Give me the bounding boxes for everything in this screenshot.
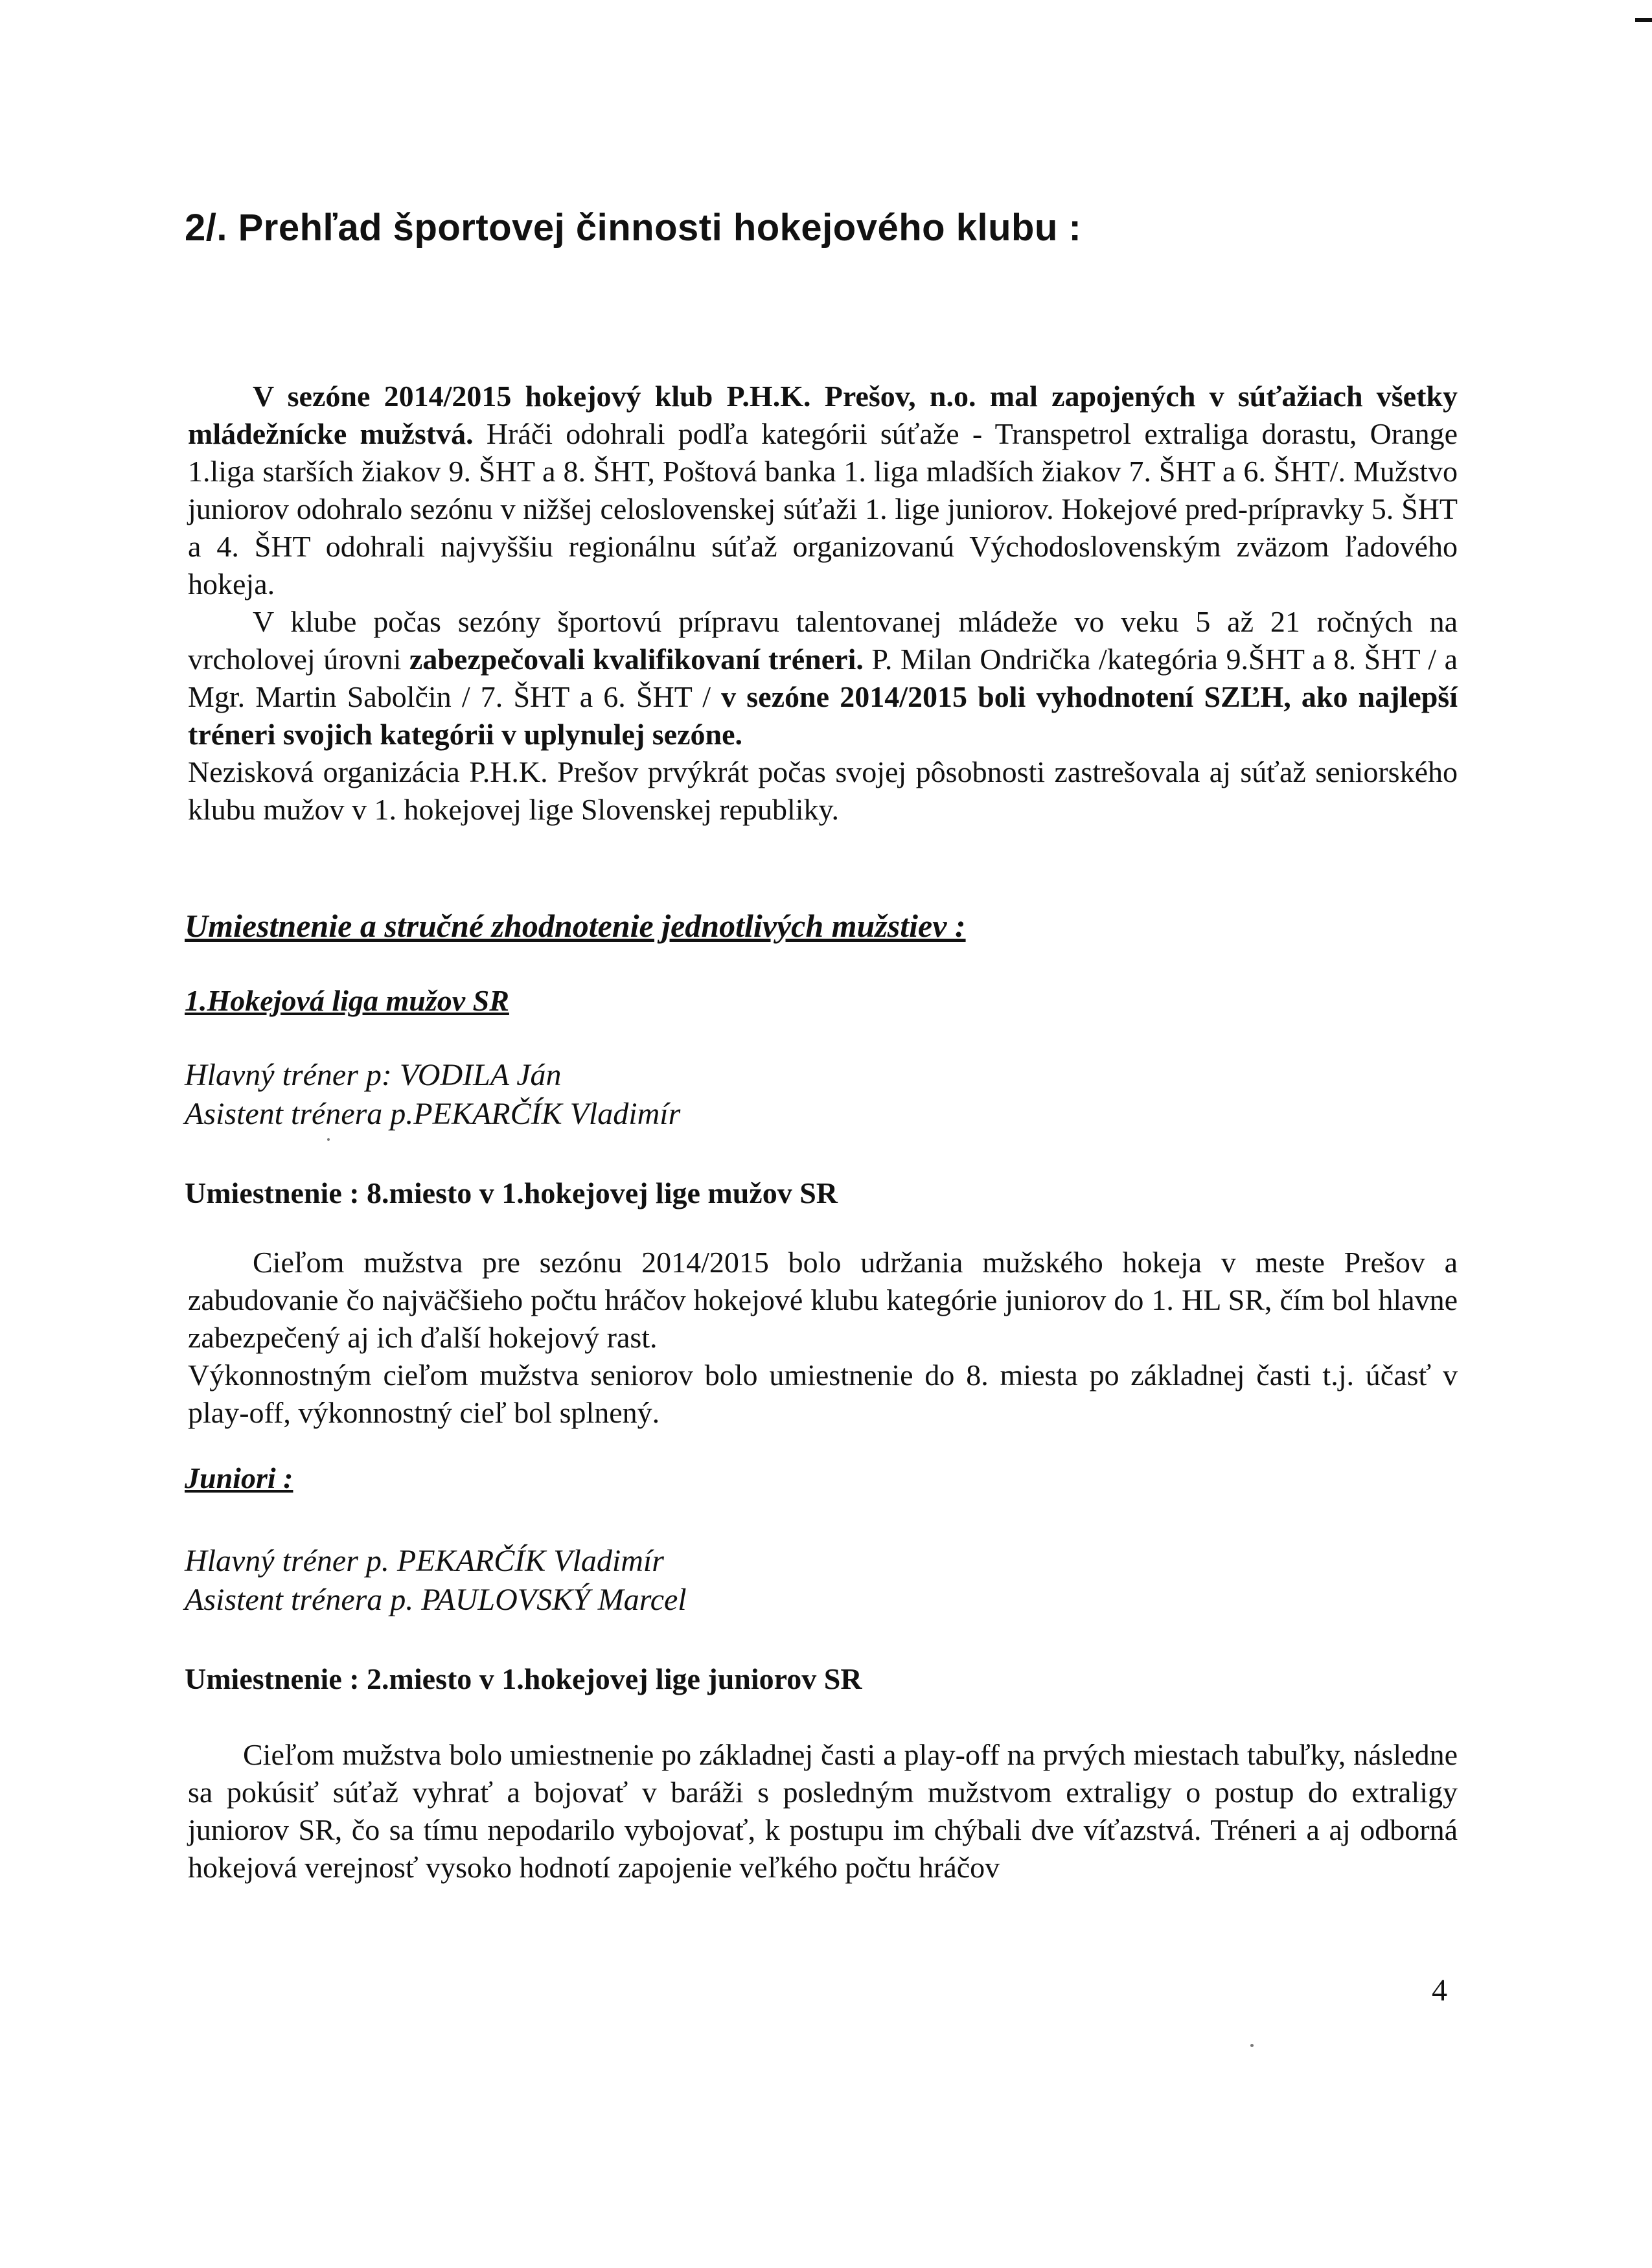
- scan-edge-mark: [1635, 18, 1652, 22]
- intro-paragraph-1: [188, 378, 1458, 603]
- men-staff: [185, 1056, 680, 1134]
- men-paragraph-1: Cieľom mužstva pre sezónu 2014/2015 bolo udržania mužského hokeja v meste Prešov a zabudovanie čo najväčšieho počtu hráčov hokejové klubu kategórie juniorov do 1. HL SR, čím bol hlavne zabezpečený aj ich ďalší hokejový rast.: [188, 1246, 1458, 1354]
- men-paragraph-2: Výkonnostným cieľom mužstva seniorov bolo umiestnenie do 8. miesta po základnej časti t.j. účasť v play-off, výkonnostný cieľ bol splnený.: [188, 1358, 1458, 1429]
- juniors-placement: Umiestnenie : 2.miesto v 1.hokejovej lige juniorov SR: [185, 1662, 862, 1695]
- juniors-paragraph-1: Cieľom mužstva bolo umiestnenie po základnej časti a play-off na prvých miestach tabuľky, následne sa pokúsiť súťaž vyhrať a bojovať v baráži s posledným mužstvom extraligy o postup do extraligy juniorov SR, čo sa tímu nepodarilo vybojovať, k postupu im chýbali dve víťazstvá. Tréneri a aj odborná hokejová verejnosť vysoko hodnotí zapojenie veľkého počtu hráčov: [188, 1738, 1458, 1884]
- men-evaluation: [188, 1244, 1458, 1432]
- intro-p2-c: P. Milan Ondrička /kategória 9.ŠHT a 8. ŠHT / a Mgr. Martin Sabolčin / 7. ŠHT a 6. ŠHT /: [188, 643, 1458, 713]
- juniors-assistant-coach: Asistent trénera p. PAULOVSKÝ Marcel: [185, 1583, 687, 1617]
- scan-speck: [1250, 2044, 1254, 2047]
- intro-p2-d: v sezóne 2014/2015 boli vyhodnotení SZĽH, ako najlepší tréneri svojich kategórii v uplynulej sezóne.: [188, 680, 1458, 751]
- men-head-coach: Hlavný tréner p: VODILA Ján: [185, 1058, 562, 1092]
- juniors-evaluation: [188, 1736, 1458, 1886]
- intro-block: [188, 378, 1458, 829]
- intro-paragraph-2: [188, 603, 1458, 753]
- intro-p2-a: V klube počas sezóny športovú prípravu talentovanej mládeže vo veku 5 až 21 ročných na vrcholovej úrovni: [188, 605, 1458, 676]
- teams-heading: Umiestnenie a stručné zhodnotenie jednotlivých mužstiev :: [185, 908, 966, 944]
- intro-paragraph-3: Nezisková organizácia P.H.K. Prešov prvýkrát počas svojej pôsobnosti zastrešovala aj súťaž seniorského klubu mužov v 1. hokejovej lige Slovenskej republiky.: [188, 755, 1458, 826]
- men-heading: 1.Hokejová liga mužov SR: [185, 984, 509, 1017]
- men-assistant-coach: Asistent trénera p.PEKARČÍK Vladimír: [185, 1097, 681, 1131]
- intro-p1-text: Hráči odohrali podľa kategórii súťaže - Transpetrol extraliga dorastu, Orange 1.liga starších žiakov 9. ŠHT a 8. ŠHT, Poštová banka 1. liga mladších žiakov 7. ŠHT a 6. ŠHT/. Mužstvo juniorov odohralo sezónu v nižšej celoslovenskej súťaži 1. lige juniorov. Hokejové pred-prípravky 5. ŠHT a 4. ŠHT odohrali najvyššiu regionálnu súťaž organizovanú Východoslovenským zväzom ľadového hokeja.: [188, 417, 1458, 601]
- page-number: 4: [1432, 1973, 1447, 2008]
- section-title: 2/. Prehľad športovej činnosti hokejového klubu :: [185, 207, 1082, 249]
- intro-p1-bold: V sezóne 2014/2015 hokejový klub P.H.K. Prešov, n.o. mal zapojených v súťažiach všetky mládežnícke mužstvá.: [188, 380, 1458, 450]
- men-placement: Umiestnenie : 8.miesto v 1.hokejovej lige mužov SR: [185, 1176, 838, 1209]
- juniors-head-coach: Hlavný tréner p. PEKARČÍK Vladimír: [185, 1544, 664, 1578]
- juniors-heading: Juniori :: [185, 1461, 293, 1495]
- juniors-staff: [185, 1542, 687, 1620]
- scan-speck: [327, 1138, 330, 1141]
- intro-p2-b: zabezpečovali kvalifikovaní tréneri.: [409, 643, 864, 676]
